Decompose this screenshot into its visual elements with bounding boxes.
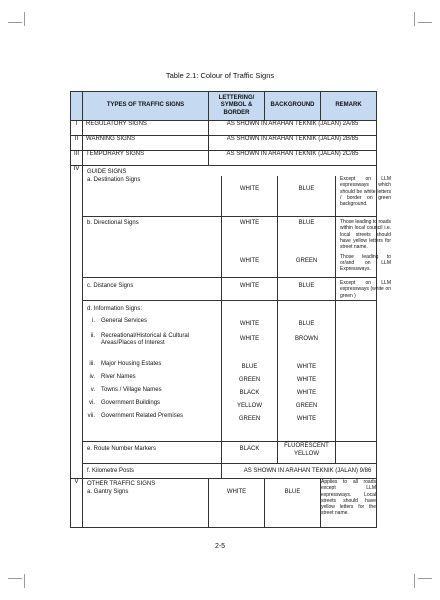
distance-signs-label: c. Distance Signs [87, 283, 134, 290]
table-row [71, 121, 377, 136]
info-lettering: GREEN [238, 416, 261, 423]
list-item: vi. Government Buildings [89, 399, 161, 406]
destination-remark: Except on LLM expressways which should be white letters / border on green background. [335, 176, 393, 216]
directional-signs-label: b. Directional Signs [87, 220, 139, 227]
directional-background-2: GREEN [295, 257, 318, 264]
traffic-sign-colour-table [70, 91, 391, 528]
row-number: III [71, 151, 83, 166]
table-header-row [71, 92, 377, 121]
directional-remark-1: Those leading to roads within local council i.e. local streets should have yellow letters for street name. [340, 219, 391, 250]
directional-background-1: BLUE [298, 220, 315, 227]
header-type: TYPES OF TRAFFIC SIGNS [83, 92, 209, 121]
regulatory-signs-reference: AS SHOWN IN ARAHAN TEKNIK (JALAN) 2A/85 [209, 121, 377, 136]
route-markers-label: e. Route Number Markers [87, 446, 157, 453]
warning-signs-reference: AS SHOWN IN ARAHAN TEKNIK (JALAN) 2B/85 [209, 136, 377, 151]
temporary-signs-label: TEMPORARY SIGNS [83, 151, 209, 166]
header-background: BACKGROUND [265, 92, 321, 121]
gantry-background: BLUE [265, 479, 321, 528]
list-item: ii. Recreational/Historical & Cultural Areas/Places of Interest [90, 332, 190, 346]
info-background: WHITE [296, 390, 317, 397]
row-number: V [71, 479, 83, 528]
crop-mark [414, 12, 415, 26]
info-lettering: YELLOW [236, 403, 262, 410]
directional-signs-row [83, 216, 391, 277]
kilometre-posts-label: f. Kilometre Posts [87, 468, 135, 475]
header-lettering: LETTERING/ SYMBOL & BORDER [209, 92, 265, 121]
gantry-remark: Applies to all roads except LLM expressways. Local streets should have yellow letters for the street name. [321, 479, 377, 528]
info-lettering: WHITE [239, 321, 260, 328]
route-background: FLUORESCENT YELLOW [277, 442, 335, 463]
info-lettering: BLACK [239, 390, 260, 397]
distance-lettering: WHITE [221, 278, 277, 300]
kilometre-posts-row [83, 463, 376, 478]
destination-signs-label: a. Destination Signs [87, 177, 141, 184]
info-lettering: WHITE [239, 336, 260, 343]
distance-background: BLUE [277, 278, 335, 300]
destination-signs-row [83, 176, 391, 216]
kilometre-posts-reference: AS SHOWN IN ARAHAN TEKNIK (JALAN) 9/86 [221, 464, 393, 478]
table-row [71, 136, 377, 151]
gantry-lettering: WHITE [209, 479, 265, 528]
table-row-guide-signs [71, 166, 377, 479]
row-number: IV [71, 166, 83, 479]
information-signs-row [83, 300, 376, 441]
crop-mark [8, 578, 22, 579]
row-number: II [71, 136, 83, 151]
info-background: GREEN [295, 403, 318, 410]
destination-background: BLUE [277, 176, 335, 216]
information-remark [335, 301, 393, 441]
route-remark [335, 442, 393, 463]
page-number: 2-5 [214, 543, 226, 550]
distance-remark: Except on LLM expressways (white on green ) [335, 278, 393, 300]
info-lettering: GREEN [238, 377, 261, 384]
directional-remark-2: Those leading to or/and on LLM Expressways. [340, 253, 391, 272]
table-row-other-signs [71, 479, 377, 528]
list-item: vii. Government Related Premises [87, 412, 184, 419]
list-item: i. General Services [92, 317, 148, 324]
gantry-signs-label: a. Gantry Signs [87, 488, 129, 495]
header-remark: REMARK [321, 92, 377, 121]
list-item: iii. Major Housing Estates [89, 360, 162, 367]
list-item: iv. River Names [89, 373, 136, 380]
crop-mark [24, 574, 25, 588]
warning-signs-label: WARNING SIGNS [83, 136, 209, 151]
table-row [71, 151, 377, 166]
distance-signs-row [83, 277, 391, 300]
table-caption: Table 2.1: Colour of Traffic Signs [165, 71, 275, 80]
crop-mark [414, 574, 415, 588]
crop-mark [24, 12, 25, 26]
destination-lettering: WHITE [221, 176, 277, 216]
info-background: BROWN [295, 336, 318, 343]
directional-lettering-2: WHITE [239, 257, 260, 264]
info-background: WHITE [296, 364, 317, 371]
crop-mark [418, 578, 432, 579]
list-item: v. Towns / Village Names [90, 386, 162, 393]
header-number [71, 92, 83, 121]
info-background: WHITE [296, 416, 317, 423]
directional-lettering-1: WHITE [239, 220, 260, 227]
route-markers-row [83, 441, 376, 463]
info-lettering: BLUE [241, 364, 258, 371]
crop-mark [418, 22, 432, 23]
temporary-signs-reference: AS SHOWN IN ARAHAN TEKNIK (JALAN) 2C/85 [209, 151, 377, 166]
row-number: I [71, 121, 83, 136]
info-background: WHITE [296, 377, 317, 384]
other-signs-title: OTHER TRAFFIC SIGNS [87, 481, 156, 488]
information-signs-label: d. Information Signs: [87, 306, 143, 313]
guide-signs-title: GUIDE SIGNS [87, 169, 127, 175]
info-background: BLUE [298, 321, 315, 328]
regulatory-signs-label: REGULATORY SIGNS [83, 121, 209, 136]
route-lettering: BLACK [221, 442, 277, 463]
crop-mark [8, 22, 22, 23]
